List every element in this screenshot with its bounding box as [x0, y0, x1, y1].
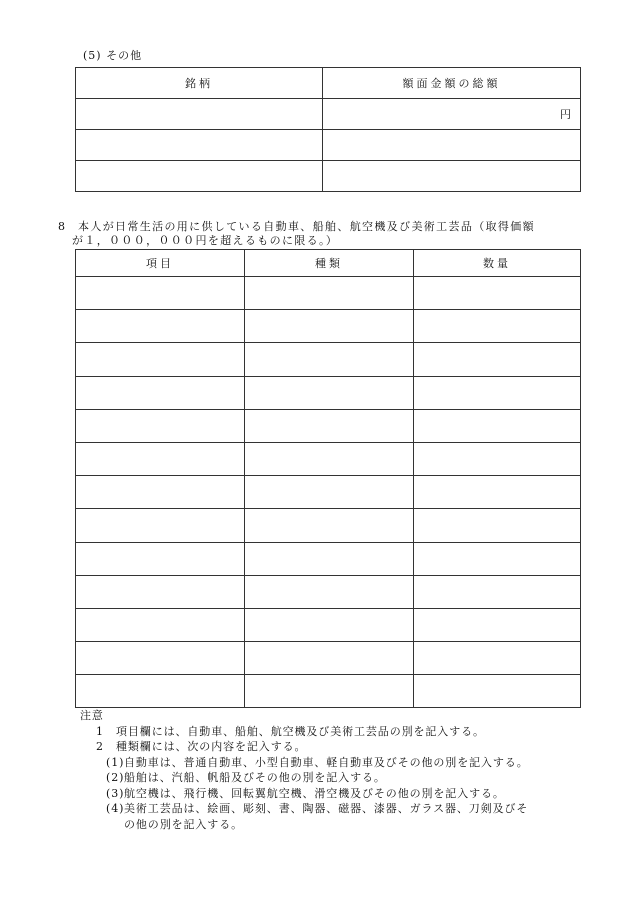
note-subtext: 船舶は、汽船、帆船及びその他の別を記入する。 [124, 771, 386, 784]
note-subnumber: (3) [106, 786, 125, 800]
item-cell[interactable] [76, 409, 245, 442]
quantity-cell[interactable] [414, 310, 581, 343]
table-row [76, 99, 581, 130]
face-value-cell[interactable] [323, 99, 581, 130]
column-header-brand: 銘柄 [76, 68, 323, 99]
table-row [76, 542, 581, 575]
quantity-cell[interactable] [414, 277, 581, 310]
section8-number: 8 [58, 220, 67, 233]
kind-cell[interactable] [245, 343, 414, 376]
kind-cell[interactable] [245, 642, 414, 675]
kind-cell[interactable] [245, 608, 414, 641]
note-subnumber: (2) [106, 771, 125, 784]
table-row [76, 608, 581, 641]
note-subtext: 自動車は、普通自動車、小型自動車、軽自動車及びその他の別を記入する。 [124, 755, 529, 769]
note-subitem [80, 770, 610, 786]
item-cell[interactable] [76, 343, 245, 376]
kind-cell[interactable] [245, 509, 414, 542]
section8-title-text: 本人が日常生活の用に供している自動車、船舶、航空機及び美術工芸品（取得価額 [78, 220, 535, 233]
item-cell[interactable] [76, 310, 245, 343]
item-cell[interactable] [76, 542, 245, 575]
face-value-cell[interactable] [323, 161, 581, 192]
note-subitem [80, 801, 610, 817]
note-subitem [80, 786, 610, 802]
other-securities-table [75, 67, 581, 192]
quantity-cell[interactable] [414, 476, 581, 509]
kind-cell[interactable] [245, 310, 414, 343]
item-cell[interactable] [76, 476, 245, 509]
quantity-cell[interactable] [414, 542, 581, 575]
table-row [76, 476, 581, 509]
table-row [76, 310, 581, 343]
table-row [76, 376, 581, 409]
yen-unit: 円 [560, 108, 571, 121]
kind-cell[interactable] [245, 675, 414, 708]
kind-cell[interactable] [245, 277, 414, 310]
note-subtext: 航空機は、飛行機、回転翼航空機、滑空機及びその他の別を記入する。 [124, 786, 505, 800]
column-header-kind: 種類 [245, 250, 414, 277]
note-text: 項目欄には、自動車、船舶、航空機及び美術工芸品の別を記入する。 [116, 724, 485, 738]
note-subnumber: (4) [106, 802, 125, 815]
note-number: 1 [96, 724, 104, 738]
quantity-cell[interactable] [414, 376, 581, 409]
table-header-row [76, 250, 581, 277]
item-cell[interactable] [76, 376, 245, 409]
personal-use-assets-table [75, 249, 581, 708]
quantity-cell[interactable] [414, 675, 581, 708]
quantity-cell[interactable] [414, 575, 581, 608]
column-header-quantity: 数量 [414, 250, 581, 277]
note-item [80, 724, 610, 740]
note-text: 種類欄には、次の内容を記入する。 [116, 740, 307, 753]
note-subtext: 美術工芸品は、絵画、彫刻、書、陶器、磁器、漆器、ガラス器、刀剣及びそ [124, 802, 529, 815]
quantity-cell[interactable] [414, 409, 581, 442]
note-subitem [80, 755, 610, 771]
table-row [76, 343, 581, 376]
brand-cell[interactable] [76, 130, 323, 161]
table-row [76, 442, 581, 475]
kind-cell[interactable] [245, 409, 414, 442]
section8-title-line1 [58, 220, 598, 234]
table-row [76, 277, 581, 310]
table-body [76, 277, 581, 708]
section5-heading: (5) その他 [83, 49, 143, 62]
table-row [76, 161, 581, 192]
quantity-cell[interactable] [414, 343, 581, 376]
section8-title [58, 220, 598, 248]
table-row [76, 575, 581, 608]
item-cell[interactable] [76, 642, 245, 675]
column-header-face-value-total: 額面金額の総額 [323, 68, 581, 99]
item-cell[interactable] [76, 277, 245, 310]
table-row [76, 130, 581, 161]
item-cell[interactable] [76, 608, 245, 641]
table-row [76, 409, 581, 442]
note-item [80, 739, 610, 755]
item-cell[interactable] [76, 675, 245, 708]
table-row [76, 509, 581, 542]
item-cell[interactable] [76, 509, 245, 542]
section8-title-line2: が１，０００，０００円を超えるものに限る。） [72, 234, 339, 247]
kind-cell[interactable] [245, 376, 414, 409]
item-cell[interactable] [76, 442, 245, 475]
table-row [76, 642, 581, 675]
kind-cell[interactable] [245, 575, 414, 608]
quantity-cell[interactable] [414, 608, 581, 641]
notes-heading: 注意 [80, 709, 104, 722]
kind-cell[interactable] [245, 476, 414, 509]
kind-cell[interactable] [245, 542, 414, 575]
table-row [76, 675, 581, 708]
table-header-row [76, 68, 581, 99]
kind-cell[interactable] [245, 442, 414, 475]
column-header-item: 項目 [76, 250, 245, 277]
quantity-cell[interactable] [414, 442, 581, 475]
face-value-cell[interactable] [323, 130, 581, 161]
brand-cell[interactable] [76, 161, 323, 192]
notes-section [80, 708, 610, 832]
quantity-cell[interactable] [414, 509, 581, 542]
note-subnumber: (1) [106, 755, 125, 769]
quantity-cell[interactable] [414, 642, 581, 675]
item-cell[interactable] [76, 575, 245, 608]
note-subitem-continuation: の他の別を記入する。 [124, 817, 243, 831]
brand-cell[interactable] [76, 99, 323, 130]
note-number: 2 [96, 740, 104, 753]
